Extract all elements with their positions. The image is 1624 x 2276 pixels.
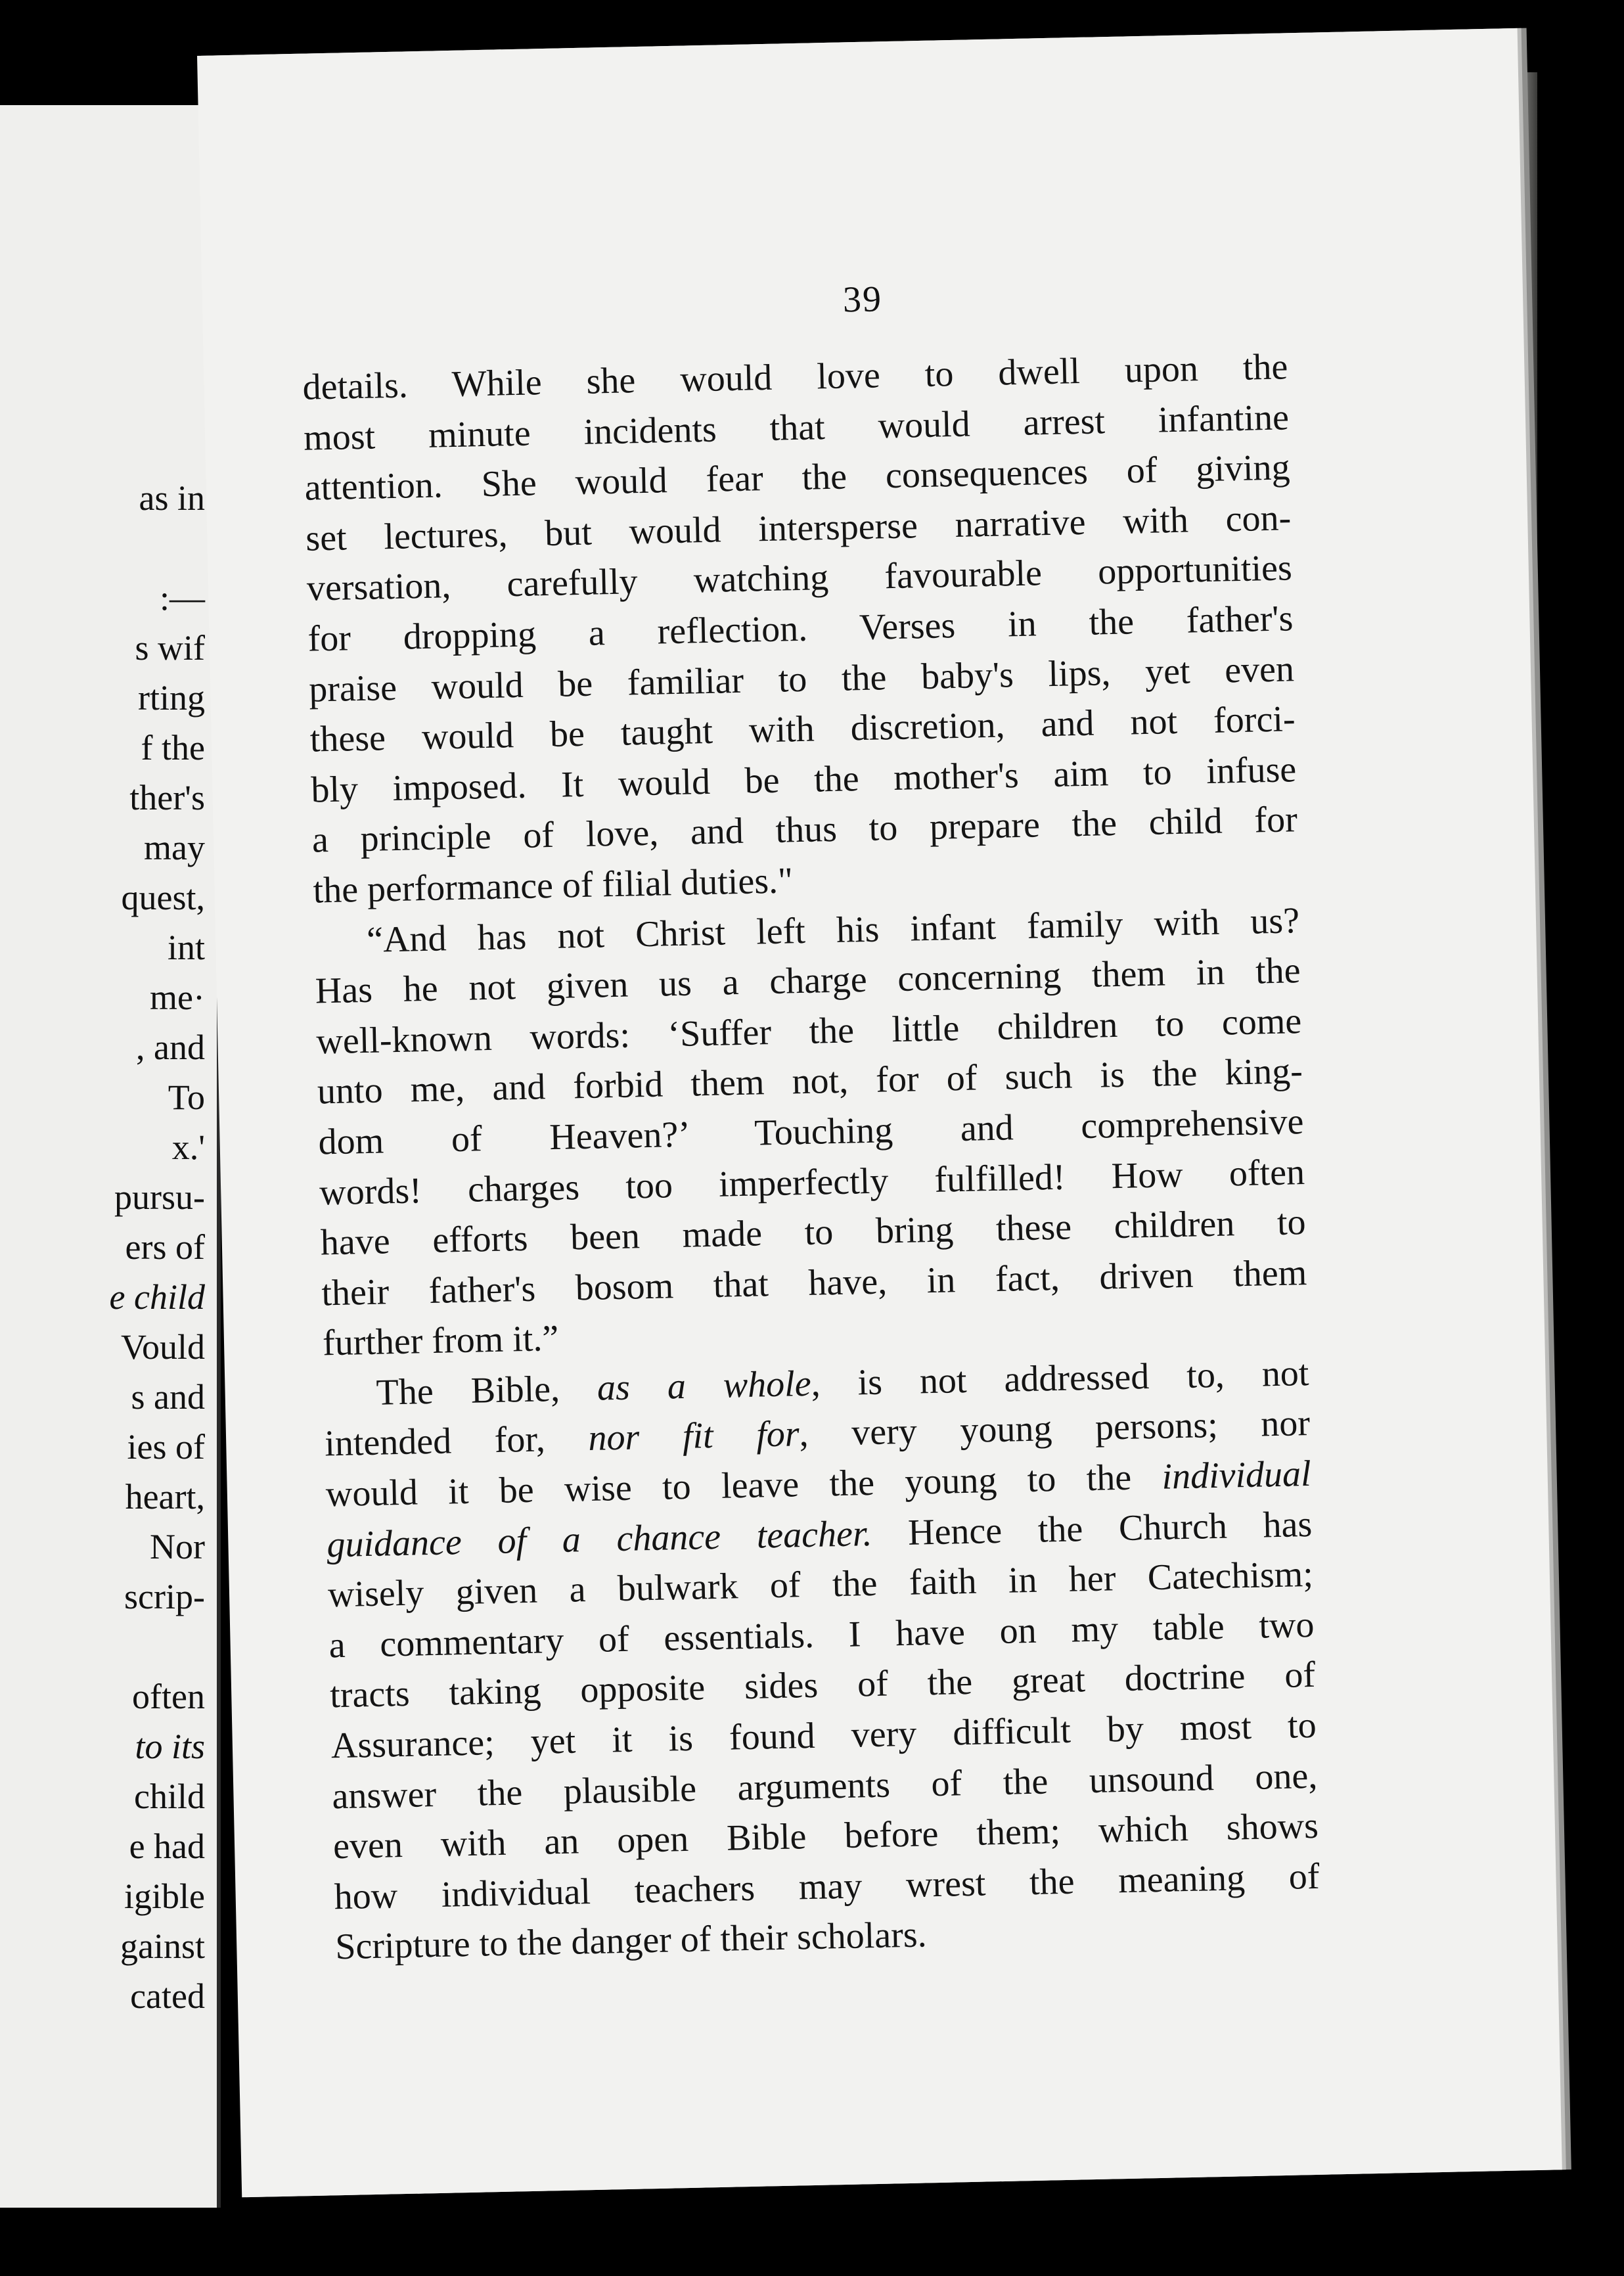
page-number: 39 xyxy=(842,279,883,321)
facing-page-line: Nor xyxy=(150,1527,205,1566)
facing-page-line: s and xyxy=(131,1377,205,1417)
facing-page-line: x.' xyxy=(171,1127,205,1167)
text-segment: praise would be familiar to the baby's lips, yet even xyxy=(308,648,1295,710)
text-segment: tracts taking opposite sides of the great doctrine of xyxy=(329,1654,1316,1716)
page-body-text xyxy=(302,342,1321,1972)
text-segment: their father's bosom that have, in fact, driven them xyxy=(321,1252,1307,1314)
facing-page-line: heart, xyxy=(125,1477,205,1516)
text-segment: have efforts been made to bring these children to xyxy=(320,1202,1307,1263)
facing-page-fragment xyxy=(0,105,221,2208)
text-segment: Hence the Church has xyxy=(871,1503,1313,1554)
text-segment: The Bible, xyxy=(376,1367,598,1413)
italic-text: nor fit for xyxy=(587,1413,800,1459)
facing-page-line: quest, xyxy=(121,878,205,917)
text-segment: a principle of love, and thus to prepare the child for xyxy=(311,799,1298,861)
text-segment: versation, carefully watching favourable opportunities xyxy=(306,547,1293,610)
italic-text: individual xyxy=(1161,1453,1312,1497)
italic-text: as a whole xyxy=(597,1363,812,1409)
text-segment: “And has not Christ left his infant family with us? xyxy=(366,899,1300,961)
facing-page-line: child xyxy=(134,1777,205,1816)
facing-page-line: e had xyxy=(129,1827,205,1866)
facing-page-line: as in xyxy=(139,478,205,518)
facing-page-line: :— xyxy=(159,578,205,618)
text-segment: would it be wise to leave the young to the xyxy=(325,1456,1163,1515)
facing-page-line: may xyxy=(144,828,205,867)
facing-page-line: gainst xyxy=(120,1926,205,1966)
facing-page-line: int xyxy=(167,928,205,967)
facing-page-line: cated xyxy=(130,1976,205,2016)
text-segment: attention. She would fear the consequences of giving xyxy=(304,447,1291,509)
text-segment: how individual teachers may wrest the meaning of xyxy=(334,1855,1320,1918)
facing-page-line: e child xyxy=(109,1277,205,1317)
text-segment: answer the plausible arguments of the unsound one, xyxy=(331,1755,1318,1817)
text-segment: these would be taught with discretion, and not forci- xyxy=(309,698,1296,760)
text-segment: Assurance; yet it is found very difficult by most to xyxy=(330,1704,1317,1767)
text-segment: wisely given a bulwark of the faith in her Catechism; xyxy=(327,1554,1314,1616)
facing-page-line xyxy=(0,523,217,573)
text-segment: dom of Heaven?’ Touching and comprehensive xyxy=(318,1101,1304,1163)
text-segment: Has he not given us a charge concerning them in the xyxy=(315,950,1301,1012)
text-segment: for dropping a reflection. Verses in the father's xyxy=(307,598,1294,660)
facing-page-line: f the xyxy=(141,728,205,767)
facing-page-line: often xyxy=(132,1677,205,1716)
text-segment: unto me, and forbid them not, for of such is the king- xyxy=(317,1051,1303,1112)
facing-page-line: Vould xyxy=(120,1327,205,1367)
facing-page-line: scrip- xyxy=(124,1577,205,1616)
text-segment: the performance of filial duties." xyxy=(312,860,794,911)
facing-page-line: rting xyxy=(138,678,205,717)
text-segment: most minute incidents that would arrest infantine xyxy=(303,396,1290,459)
book-page xyxy=(197,28,1562,2197)
facing-page-line: To xyxy=(168,1078,205,1117)
facing-page-line: s wif xyxy=(135,628,205,668)
text-segment: Scripture to the danger of their scholars. xyxy=(334,1914,928,1968)
facing-page-line: pursu- xyxy=(114,1177,205,1217)
text-segment: well-known words: ‘Suffer the little children to come xyxy=(315,1000,1302,1062)
text-segment: , very young persons; nor xyxy=(798,1403,1311,1455)
text-segment: a commentary of essentials. I have on my table two xyxy=(328,1604,1315,1666)
facing-page-line: ther's xyxy=(129,778,205,817)
facing-page-line: me· xyxy=(150,978,205,1017)
text-segment: , is not addressed to, not xyxy=(810,1352,1310,1404)
facing-page-line: , and xyxy=(136,1028,205,1067)
facing-page-line: ies of xyxy=(127,1427,205,1467)
text-segment: further from it.” xyxy=(322,1318,559,1364)
facing-page-line: ers of xyxy=(125,1227,205,1267)
text-segment: words! charges too imperfectly fulfilled! How often xyxy=(319,1151,1305,1213)
facing-page-line: to its xyxy=(135,1727,205,1766)
text-segment: set lectures, but would intersperse narrative with con- xyxy=(305,497,1292,559)
text-segment: even with an open Bible before them; which shows xyxy=(332,1806,1319,1867)
text-segment: details. While she would love to dwell upon the xyxy=(302,346,1288,408)
text-segment: bly imposed. It would be the mother's aim to infuse xyxy=(310,748,1297,811)
italic-text: guidance of a chance teacher. xyxy=(326,1513,873,1566)
facing-page-line: igible xyxy=(124,1877,205,1916)
text-segment: intended for, xyxy=(324,1418,589,1465)
facing-page-text xyxy=(0,473,217,2021)
facing-page-line xyxy=(0,1622,217,1672)
